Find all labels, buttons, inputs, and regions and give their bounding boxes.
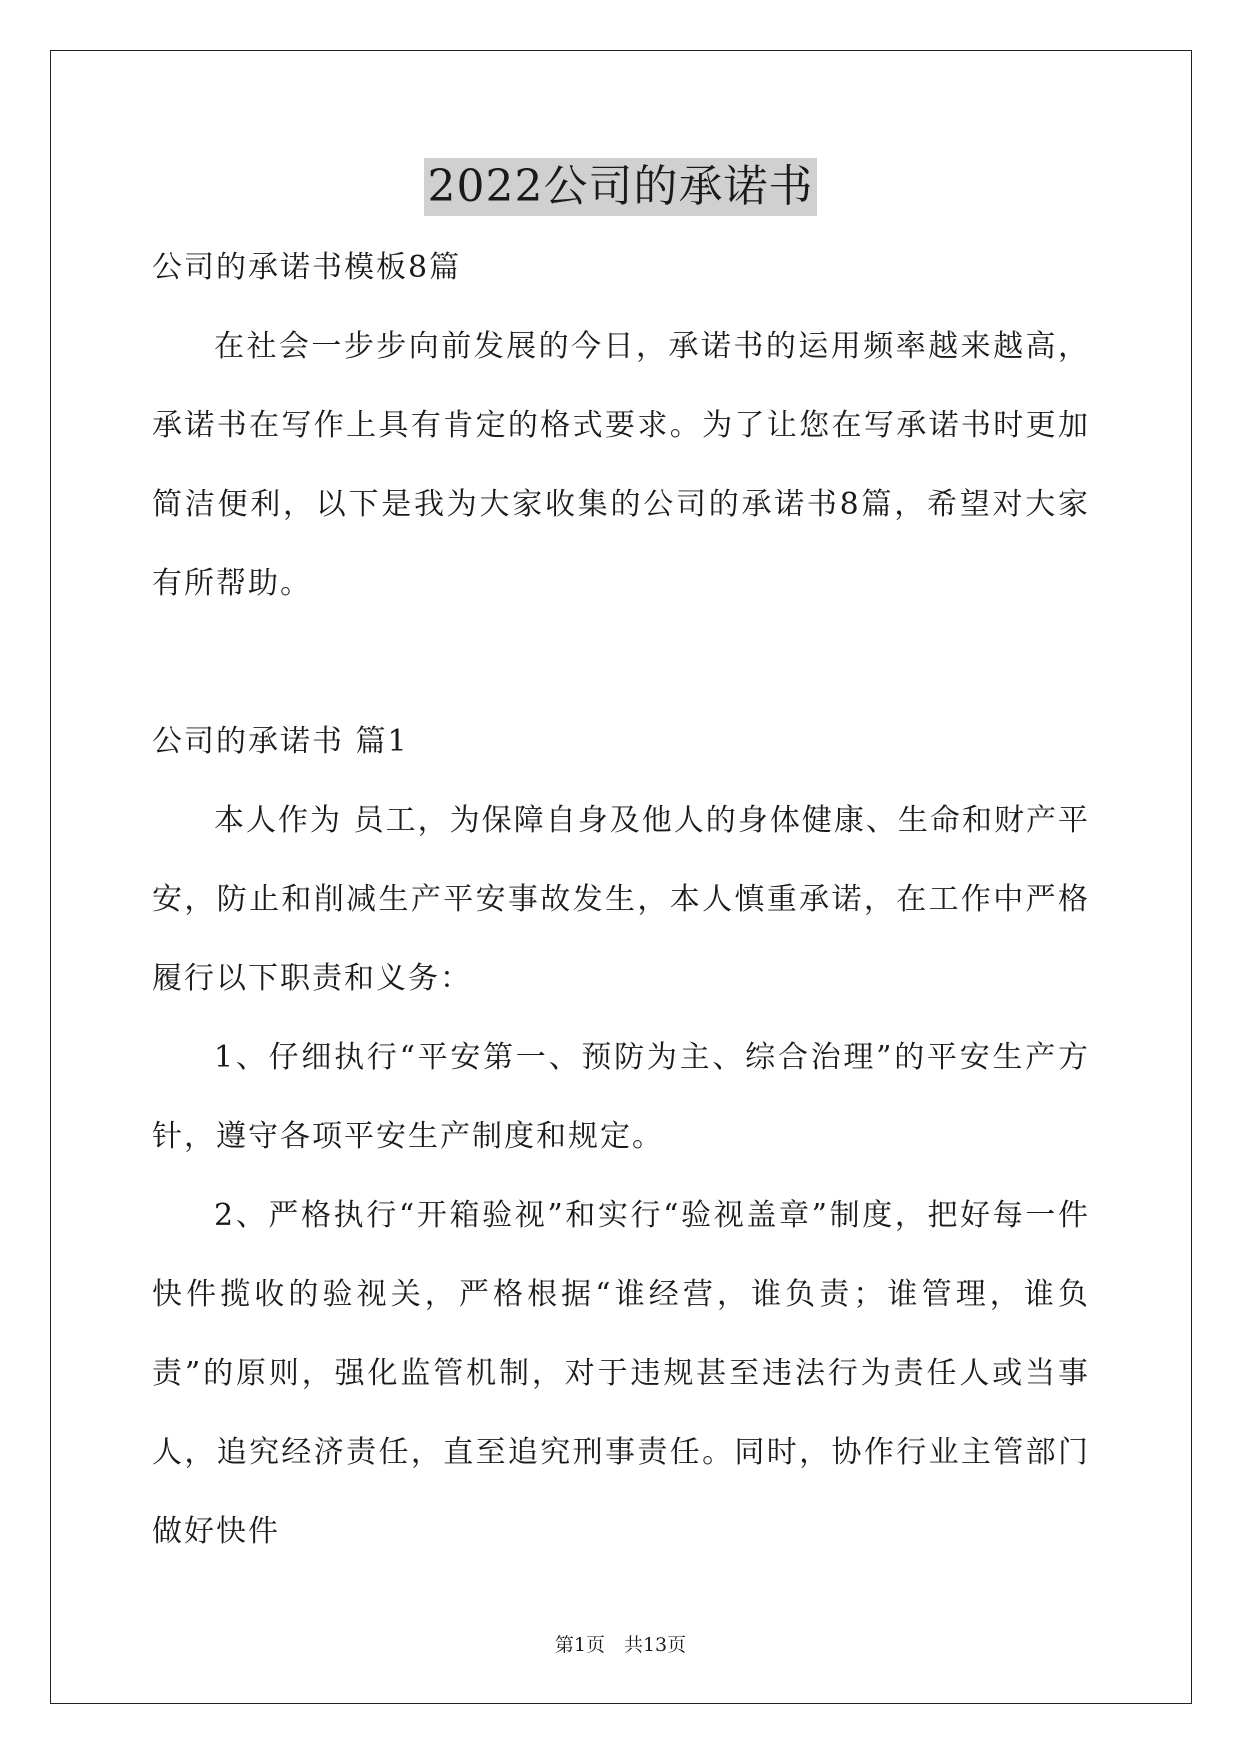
body-paragraph: 本人作为 员工，为保障自身及他人的身体健康、生命和财产平安，防止和削减生产平安事故发生，本人慎重承诺，在工作中严格履行以下职责和义务： [152, 803, 1090, 996]
section-spacer [152, 623, 1090, 702]
body-paragraph: 1、仔细执行“平安第一、预防为主、综合治理”的平安生产方针，遵守各项平安生产制度和规定。 [152, 1040, 1090, 1154]
page-number: 第1页 共13页 [554, 1634, 687, 1656]
title-container [0, 158, 1241, 216]
document-body [152, 228, 1090, 1571]
page-footer [0, 1632, 1241, 1658]
body-paragraph: 2、严格执行“开箱验视”和实行“验视盖章”制度，把好每一件快件揽收的验视关，严格根据“谁经营，谁负责；谁管理，谁负责”的原则，强化监管机制，对于违规甚至违法行为责任人或当事人，追究经济责任，直至追究刑事责任。同时，协作行业主管部门做好快件 [152, 1198, 1090, 1549]
intro-paragraph: 在社会一步步向前发展的今日，承诺书的运用频率越来越高，承诺书在写作上具有肯定的格式要求。为了让您在写承诺书时更加简洁便利，以下是我为大家收集的公司的承诺书8篇，希望对大家有所帮助。 [152, 329, 1090, 601]
document-title: 2022公司的承诺书 [424, 158, 818, 216]
section-heading: 公司的承诺书 篇1 [152, 724, 409, 759]
document-subtitle: 公司的承诺书模板8篇 [152, 250, 462, 285]
